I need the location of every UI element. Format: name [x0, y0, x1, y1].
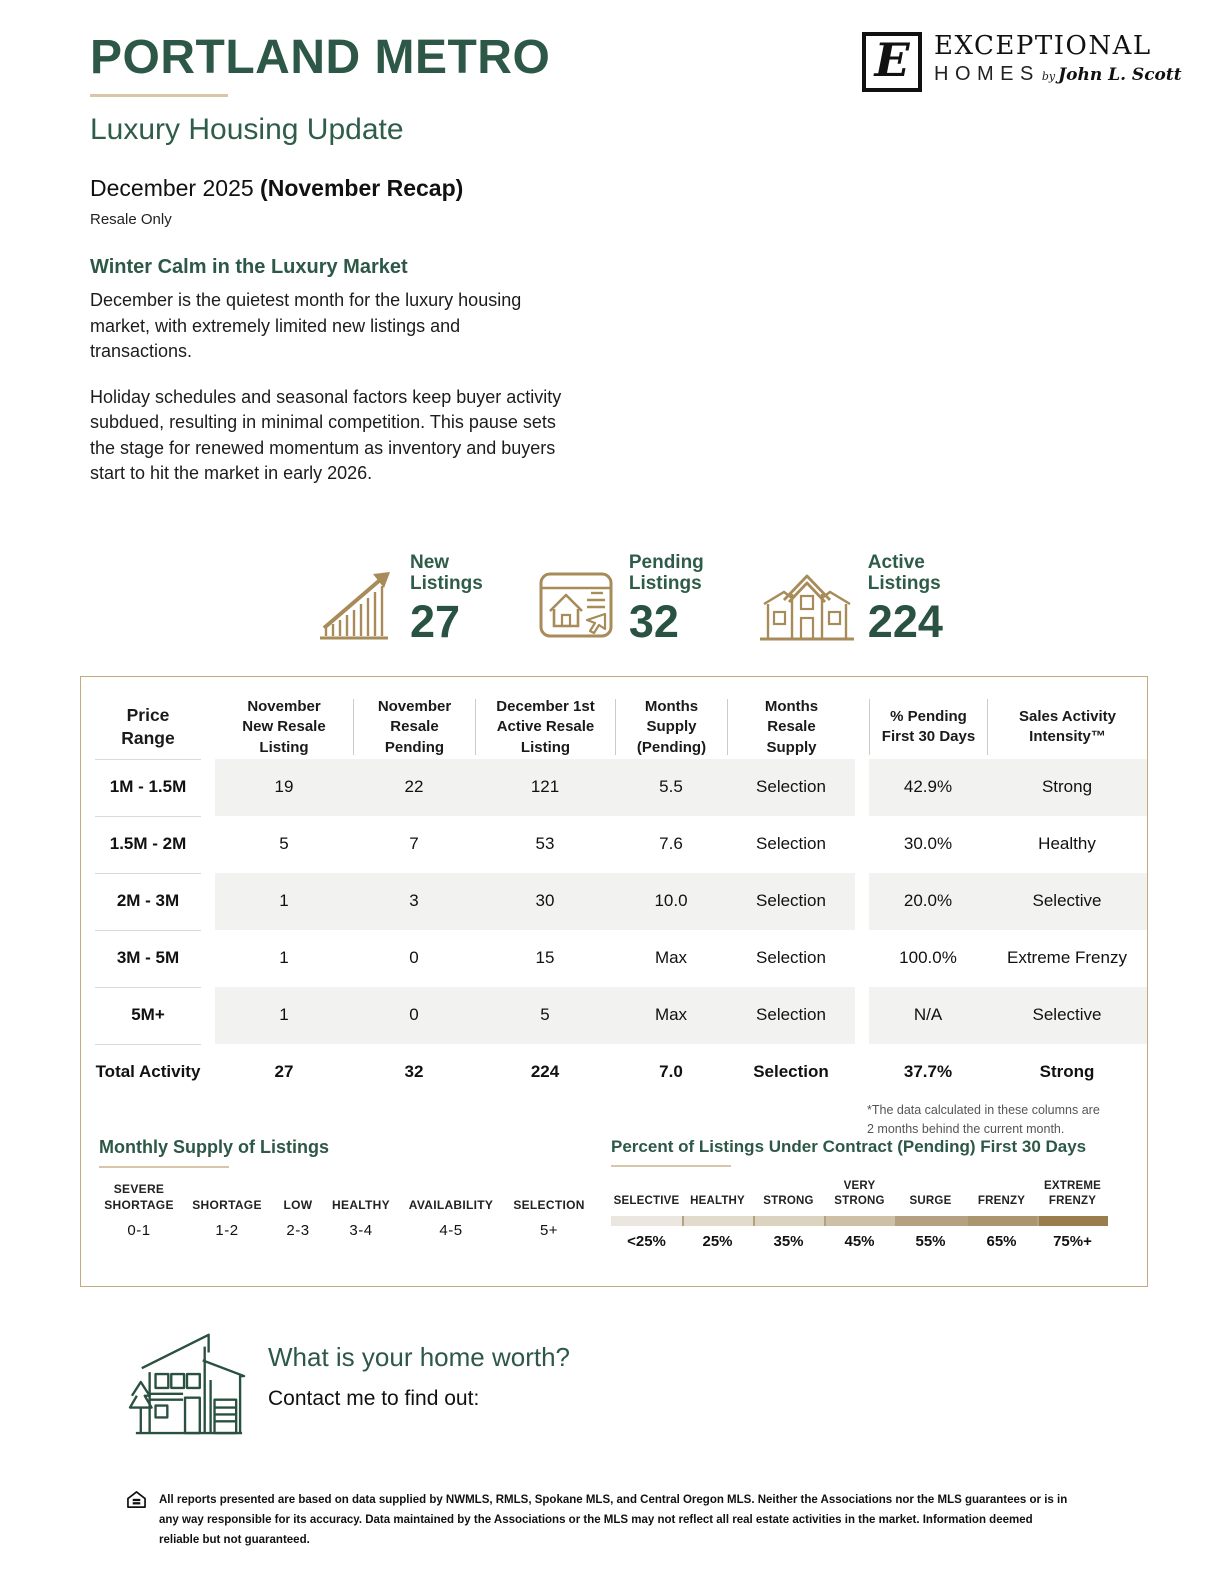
legend-value: 55%	[915, 1232, 946, 1250]
intro-paragraph-2: Holiday schedules and seasonal factors keep buyer activity subdued, resulting in minimal competition. This pause sets the stage for renewed momentum as inventory and buyers start to hit the market in early 2026.	[90, 386, 562, 484]
column-header: Months Supply (Pending)	[615, 699, 727, 755]
price-range-cell: 2M - 3M	[81, 873, 215, 930]
cell: Selection	[756, 948, 826, 968]
legend-value: 25%	[702, 1232, 733, 1250]
report-month: December 2025	[90, 175, 261, 201]
price-range-cell: 3M - 5M	[81, 930, 215, 987]
legend-item	[824, 1179, 895, 1250]
legend-value: 75%+	[1053, 1232, 1092, 1250]
legend-item	[99, 1182, 179, 1239]
legend-item	[682, 1193, 753, 1250]
legend-label: EXTREME FRENZY	[1044, 1180, 1101, 1207]
equal-housing-icon	[126, 1490, 147, 1509]
legend-item	[1037, 1179, 1108, 1250]
logo-monogram-icon	[862, 32, 922, 92]
legend-item	[275, 1198, 321, 1240]
legend-label: VERY STRONG	[834, 1180, 885, 1207]
legend-value: 0-1	[127, 1222, 151, 1240]
cell: 1	[215, 873, 353, 930]
legend-value: 65%	[986, 1232, 1017, 1250]
disclaimer	[126, 1490, 1071, 1550]
resale-note: Resale Only	[90, 211, 172, 228]
column-header: December 1st Active Resale Listing	[475, 699, 615, 755]
logo-exceptional: EXCEPTIONAL	[934, 31, 1152, 61]
legend-label: HEALTHY	[690, 1194, 745, 1207]
cell: 53	[535, 834, 555, 854]
stat-value: 27	[410, 595, 461, 647]
cell: Selection	[756, 834, 826, 854]
stat-value: 32	[628, 595, 679, 647]
cell: 15	[535, 948, 555, 968]
cell: 10.0	[615, 873, 727, 930]
cell: 1	[215, 987, 353, 1044]
scale-bar-segment	[895, 1216, 966, 1226]
cell: Selective	[987, 987, 1147, 1044]
cell: 0	[409, 948, 419, 968]
cell: 30.0%	[903, 834, 953, 854]
legend-item	[611, 1193, 682, 1250]
cell: Strong	[987, 759, 1147, 816]
table-row	[81, 816, 1147, 873]
home-worth-section	[128, 1322, 570, 1440]
cell: Healthy	[1038, 834, 1096, 854]
legend-label: SHORTAGE	[192, 1197, 262, 1212]
cell: 121	[475, 759, 615, 816]
column-header: Months Resale Supply	[727, 699, 855, 755]
table-row	[81, 987, 1147, 1044]
scale-bar-segment	[966, 1216, 1037, 1226]
column-header: November New Resale Listing	[242, 698, 326, 756]
scale-bar-segment	[824, 1216, 895, 1226]
cell: 5	[279, 834, 289, 854]
contact-prompt: Contact me to find out:	[268, 1387, 480, 1410]
legend-item	[401, 1198, 501, 1240]
legend-value: 5+	[539, 1222, 559, 1240]
report-header	[90, 31, 650, 487]
column-header: Price Range	[121, 704, 175, 749]
legend-item	[753, 1193, 824, 1250]
legend-value: 35%	[773, 1232, 804, 1250]
legend-item	[966, 1193, 1037, 1250]
price-range-cell: 5M+	[81, 987, 215, 1044]
title-underline	[90, 94, 228, 97]
legend-label: FRENZY	[977, 1194, 1026, 1207]
legend-label: LOW	[283, 1197, 313, 1212]
price-range-cell: 1M - 1.5M	[81, 759, 215, 816]
disclaimer-text: All reports presented are based on data supplied by NWMLS, RMLS, Spokane MLS, and Central Oregon MLS. Neither the Associations nor the MLS guarantees or is in any way responsible for its accuracy. Data maintained by the Associations or the MLS may not reflect all real estate activities in the market. Information deemed reliable but not guaranteed.	[159, 1494, 1068, 1547]
legend-item	[506, 1198, 592, 1240]
cell: 7.0	[659, 1061, 683, 1081]
legend-label: SELECTION	[513, 1197, 585, 1212]
table-row	[81, 873, 1147, 930]
cell: 20.0%	[869, 873, 987, 930]
cell: 5.5	[615, 759, 727, 816]
cell: N/A	[869, 987, 987, 1044]
cell: 30	[475, 873, 615, 930]
logo-monogram-letter: E	[874, 33, 910, 87]
column-header: Sales Activity Intensity™	[987, 699, 1147, 755]
logo-homes: HOMES	[934, 62, 1040, 85]
company-logo	[862, 32, 1182, 92]
home-worth-question: What is your home worth?	[268, 1342, 571, 1372]
cell: 224	[530, 1061, 560, 1081]
stat-active-listings	[758, 552, 943, 647]
pending-legend	[611, 1137, 1108, 1250]
scale-bar-segment	[1037, 1216, 1108, 1226]
growth-chart-icon	[318, 568, 398, 644]
legend-label: SURGE	[909, 1194, 952, 1207]
legend-item	[895, 1193, 966, 1250]
page-subtitle: Luxury Housing Update	[90, 113, 404, 146]
page-title: PORTLAND METRO	[90, 31, 551, 84]
cell: 7.6	[659, 834, 683, 854]
legend-value: 45%	[844, 1232, 875, 1250]
cell: 32	[404, 1061, 424, 1081]
column-header: November Resale Pending	[353, 699, 475, 755]
legend-label: STRONG	[763, 1194, 814, 1207]
legend-item	[184, 1198, 270, 1240]
cell: 7	[409, 834, 419, 854]
cell: Selection	[727, 873, 855, 930]
table-footnote: *The data calculated in these columns are 2 months behind the current month.	[867, 1103, 1100, 1136]
legend-label: SEVERE SHORTAGE	[104, 1182, 174, 1212]
legend-value: 3-4	[349, 1222, 373, 1240]
scale-bar-segment	[753, 1216, 824, 1226]
cell: Max	[654, 948, 688, 968]
cell: 27	[274, 1061, 294, 1081]
legend-underline	[99, 1166, 229, 1168]
legend-value: 1-2	[215, 1222, 239, 1240]
legend-label: AVAILABILITY	[408, 1197, 494, 1212]
legend-value: <25%	[627, 1232, 666, 1250]
column-header: % Pending First 30 Days	[869, 699, 987, 755]
report-recap: (November Recap)	[260, 175, 464, 201]
market-table	[80, 676, 1148, 1287]
report-date	[90, 175, 650, 202]
cell: Max	[615, 987, 727, 1044]
cell: Selection	[753, 1061, 829, 1081]
stat-label: New Listings	[410, 552, 483, 595]
stats-row	[318, 552, 943, 647]
cell: Strong	[1039, 1061, 1095, 1081]
stat-label: Active Listings	[867, 552, 941, 595]
stat-pending-listings	[537, 552, 704, 647]
cell: Selective	[987, 873, 1147, 930]
pending-legend-title: Percent of Listings Under Contract (Pending) First 30 Days	[611, 1137, 1087, 1156]
price-range-cell: 1.5M - 2M	[81, 816, 215, 873]
legend-label: HEALTHY	[332, 1197, 390, 1212]
cell: 1	[279, 948, 289, 968]
cell: Extreme Frenzy	[1007, 948, 1127, 968]
browser-house-icon	[537, 566, 617, 644]
cell: 3	[353, 873, 475, 930]
legend-label: SELECTIVE	[613, 1194, 680, 1207]
legend-value: 2-3	[286, 1222, 310, 1240]
intro-paragraph-1: December is the quietest month for the luxury housing market, with extremely limited new listings and transactions.	[90, 290, 522, 362]
cell: Selection	[727, 987, 855, 1044]
modern-house-icon	[128, 1322, 246, 1440]
cell: 5	[475, 987, 615, 1044]
table-row	[81, 930, 1147, 987]
cell: 19	[215, 759, 353, 816]
table-row	[81, 759, 1147, 816]
supply-legend-title: Monthly Supply of Listings	[99, 1137, 329, 1157]
stat-value: 224	[867, 595, 943, 647]
legend-underline	[611, 1165, 731, 1167]
stat-label: Pending Listings	[628, 552, 704, 595]
total-label: Total Activity	[81, 1044, 215, 1100]
stat-new-listings	[318, 552, 483, 647]
cell: 0	[353, 987, 475, 1044]
table-total-row	[81, 1044, 1147, 1100]
supply-legend	[99, 1137, 592, 1239]
legend-item	[326, 1198, 396, 1240]
cell: 37.7%	[903, 1061, 953, 1081]
cell: 22	[353, 759, 475, 816]
intro-heading: Winter Calm in the Luxury Market	[90, 256, 408, 278]
scale-bar-segment	[682, 1216, 753, 1226]
table-header-row	[81, 677, 1147, 759]
scale-bar-segment	[611, 1216, 682, 1226]
cell: Selection	[727, 759, 855, 816]
legend-value: 4-5	[439, 1222, 463, 1240]
house-icon	[758, 568, 856, 644]
logo-brand: John L. Scott	[1058, 64, 1182, 85]
cell: 42.9%	[869, 759, 987, 816]
cell: 100.0%	[899, 948, 957, 968]
logo-text	[934, 32, 1182, 86]
logo-by: by	[1041, 69, 1056, 83]
